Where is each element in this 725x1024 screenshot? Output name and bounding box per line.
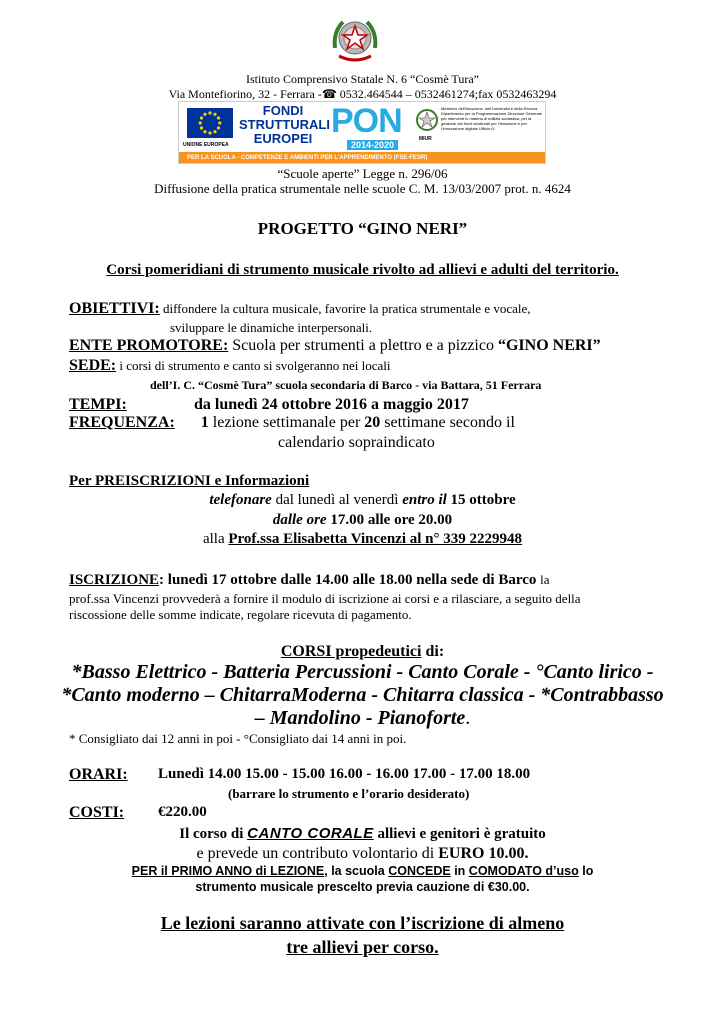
circular-line: Diffusione della pratica strumentale nelle scuole C. M. 13/03/2007 prot. n. 4624	[154, 181, 571, 196]
corsi-line1: *Basso Elettrico - Batteria Percussioni - Canto Corale - °Canto lirico -	[71, 661, 654, 683]
canto-line2	[0, 845, 725, 863]
banner-footer: PER LA SCUOLA - COMPETENZE E AMBIENTI PER L'APPRENDIMENTO (FSE-FESR)	[179, 152, 545, 164]
canto-line2-prefix: e prevede un contributo volontario di	[196, 845, 435, 862]
corsi-heading: CORSI propedeutici	[280, 643, 422, 660]
preiscrizioni-line1	[0, 492, 725, 509]
tempi-text: da lunedì 24 ottobre 2016 a maggio 2017	[194, 396, 469, 413]
frequenza-num2: 20	[364, 414, 381, 431]
corsi-line2: *Canto moderno – ChitarraModerna - Chitarra classica - *Contrabbasso	[61, 684, 664, 706]
ente-name: “GINO NERI”	[497, 337, 601, 354]
pon-logo: PON	[331, 102, 402, 140]
iscrizione-line3: riscossione delle somme indicate, regolare ricevuta di pagamento.	[69, 607, 412, 622]
canto-suffix: allievi e genitori è gratuito	[377, 826, 546, 842]
corsi-line3-row	[0, 707, 725, 730]
comodato-l1f: lo	[582, 864, 594, 878]
republic-emblem	[329, 14, 381, 66]
canto-prefix: Il corso di	[179, 826, 244, 842]
entro-word: entro il	[402, 492, 447, 508]
corsi-line3: – Mandolino - Pianoforte	[254, 707, 466, 729]
costi-value: €220.00	[158, 804, 207, 820]
frequenza-num1: 1	[200, 414, 209, 431]
frequenza-row	[69, 414, 515, 432]
ente-label: ENTE PROMOTORE:	[69, 337, 229, 354]
ente-text: Scuola per strumenti a plettro e a pizzico	[232, 337, 494, 354]
hours: 17.00 alle ore 20.00	[330, 512, 453, 528]
obiettivi-label: OBIETTIVI:	[69, 300, 160, 317]
iscrizione-text: : lunedì 17 ottobre dalle 14.00 alle 18.00 nella sede di Barco	[159, 572, 537, 588]
frequenza-label: FREQUENZA:	[69, 414, 175, 431]
comodato-l1d: in	[454, 864, 466, 878]
pon-years: 2014-2020	[347, 140, 398, 150]
frequenza-line2: calendario sopraindicato	[278, 434, 435, 451]
sede-line2: dell’I. C. “Cosmè Tura” scuola secondaria di Barco - via Battara, 51 Ferrara	[150, 378, 542, 392]
ministry-emblem	[415, 108, 439, 132]
preiscrizioni-heading: Per PREISCRIZIONI e Informazioni	[69, 473, 310, 489]
iscrizione-row	[69, 572, 550, 589]
ente-row	[69, 337, 601, 355]
frequenza-text1: lezione settimanale per	[212, 414, 361, 431]
obiettivi-row	[69, 300, 531, 318]
orari-text: Lunedì 14.00 15.00 - 15.00 16.00 - 16.00 17.00 - 17.00 18.00	[158, 766, 531, 782]
iscrizione-line2: prof.ssa Vincenzi provvederà a fornire il modulo di iscrizione ai corsi e a rilasciare, a seguito della	[69, 591, 581, 606]
preiscrizioni-line3	[0, 531, 725, 548]
dalle-ore: dalle ore	[272, 512, 327, 528]
eu-label: UNIONE EUROPEA	[183, 142, 229, 148]
deadline-date: 15 ottobre	[450, 492, 516, 508]
phone-numbers: 0532.464544 – 0532461274;fax 0532463294	[339, 87, 557, 101]
comodato-l1e: COMODATO d’uso	[468, 864, 579, 878]
sede-label: SEDE:	[69, 357, 117, 374]
dal-text: dal lunedì al venerdì	[275, 492, 399, 508]
iscrizione-la: la	[540, 572, 550, 587]
school-address	[0, 87, 725, 102]
orari-note: (barrare lo strumento e l’orario desiderato)	[228, 786, 470, 801]
comodato-line2: strumento musicale prescelto previa cauzione di €30.00.	[195, 880, 530, 894]
canto-line1	[0, 825, 725, 843]
comodato-l1b: , la scuola	[324, 864, 385, 878]
corsi-heading-row	[0, 643, 725, 661]
sede-row	[69, 357, 391, 375]
costi-label: COSTI:	[69, 804, 125, 821]
corsi-heading-suffix: di:	[425, 643, 445, 660]
corsi-note: * Consigliato dai 12 anni in poi - °Consigliato dai 14 anni in poi.	[69, 731, 407, 746]
comodato-l1c: CONCEDE	[388, 864, 451, 878]
obiettivi-line2: sviluppare le dinamiche interpersonali.	[170, 320, 373, 335]
iscrizione-label: ISCRIZIONE	[69, 572, 160, 588]
alla-word: alla	[202, 531, 225, 547]
orari-label: ORARI:	[69, 766, 128, 783]
fondi-line3: EUROPEI	[253, 131, 313, 146]
tel-word: telefonare	[209, 492, 272, 508]
preiscrizioni-line2	[0, 512, 725, 529]
sede-line1: i corsi di strumento e canto si svolgeranno nei locali	[119, 358, 391, 373]
contact-info: Prof.ssa Elisabetta Vincenzi al n° 339 2229948	[228, 531, 523, 547]
law-line: “Scuole aperte” Legge n. 296/06	[277, 166, 448, 181]
address-text: Via Montefiorino, 32 - Ferrara -	[168, 87, 322, 101]
ministry-text: Ministero dell'Istruzione, dell'Università e della Ricerca Dipartimento per la Programmazione Direzione Generale per interventi in materia di edilizia scolastica, per la gestione dei fondi strutturali per l'istruzione e per l'innovazione digitale Ufficio IV	[441, 106, 542, 131]
page-title: PROGETTO “GINO NERI”	[257, 219, 468, 238]
school-name: Istituto Comprensivo Statale N. 6 “Cosmè Tura”	[246, 72, 479, 86]
final-line2: tre allievi per corso.	[286, 937, 439, 957]
canto-name: CANTO CORALE	[247, 825, 374, 842]
phone-icon: ☎	[321, 87, 337, 101]
fondi-line1: FONDI	[262, 103, 304, 118]
corsi-line3-end: .	[465, 707, 471, 729]
comodato-l1a: PER il PRIMO ANNO di LEZIONE	[131, 864, 325, 878]
final-line1: Le lezioni saranno attivate con l’iscrizione di almeno	[160, 913, 565, 933]
fondi-line2: STRUTTURALI	[239, 117, 330, 132]
subtitle: Corsi pomeridiani di strumento musicale rivolto ad allievi e adulti del territorio.	[106, 262, 619, 278]
canto-line2-value: EURO 10.00.	[438, 845, 529, 862]
frequenza-text2: settimane secondo il	[384, 414, 515, 431]
comodato-line1	[0, 864, 725, 878]
tempi-label: TEMPI:	[69, 396, 127, 413]
fondi-strutturali	[239, 103, 330, 146]
obiettivi-line1: diffondere la cultura musicale, favorire la pratica strumentale e vocale,	[162, 301, 531, 316]
pon-banner	[178, 101, 546, 164]
eu-flag	[187, 108, 233, 138]
miur-label: MIUR	[419, 136, 432, 142]
